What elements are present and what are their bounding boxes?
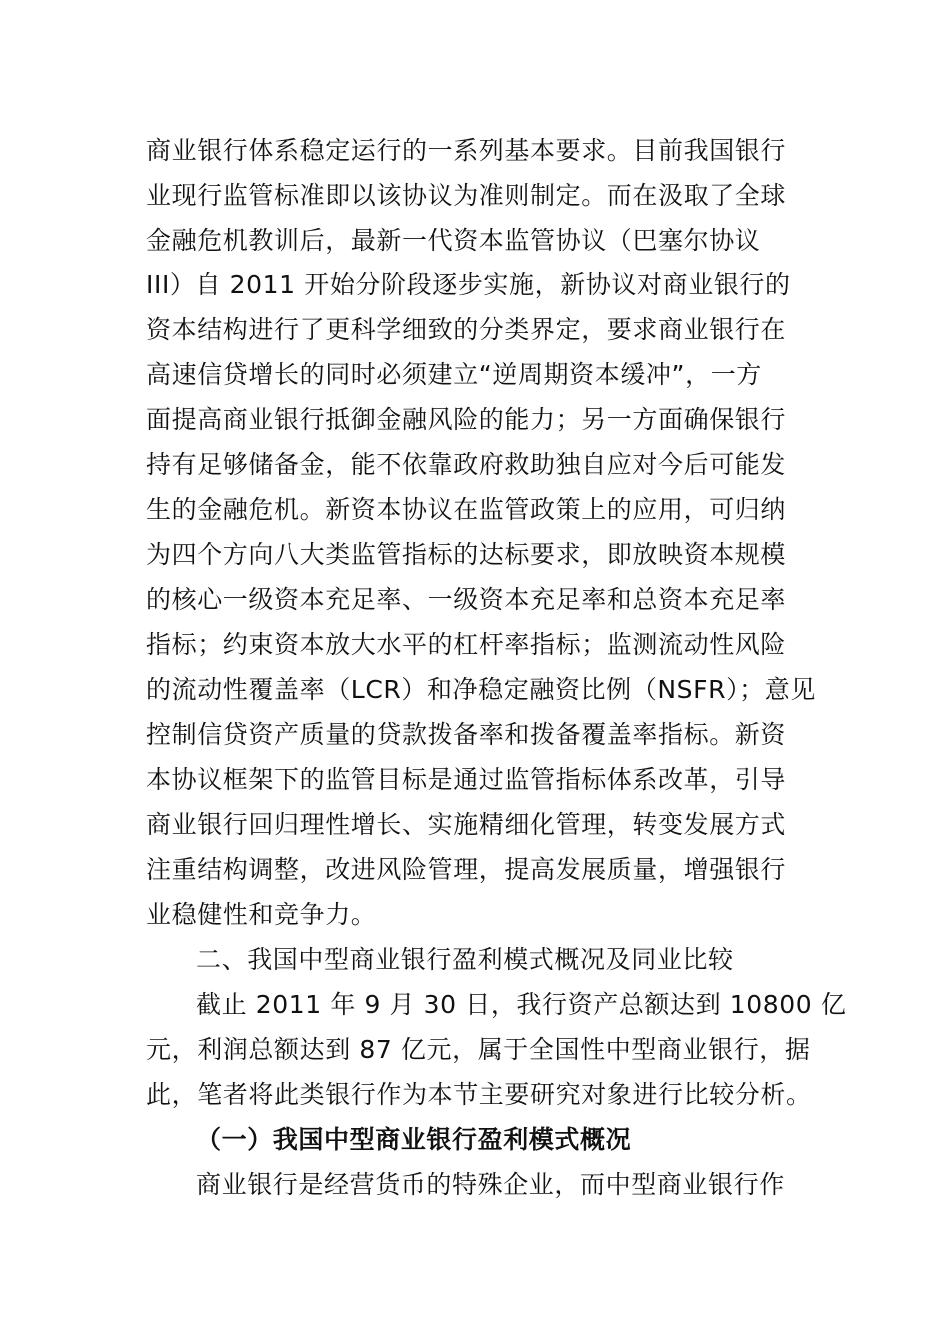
body-text-line: 元，利润总额达到 87 亿元，属于全国性中型商业银行，据: [146, 1035, 811, 1064]
section-heading: 二、我国中型商业银行盈利模式概况及同业比较: [196, 945, 734, 974]
body-text-line: 的流动性覆盖率（LCR）和净稳定融资比例（NSFR）；意见: [146, 675, 816, 704]
body-text-line: 高速信贷增长的同时必须建立“逆周期资本缓冲”，一方: [146, 360, 762, 389]
body-text-line: 商业银行体系稳定运行的一系列基本要求。目前我国银行: [146, 136, 787, 165]
body-text-line: 控制信贷资产质量的贷款拨备率和拨备覆盖率指标。新资: [146, 720, 787, 749]
body-text-line: 为四个方向八大类监管指标的达标要求，即放映资本规模: [146, 540, 787, 569]
body-text-line: 注重结构调整，改进风险管理，提高发展质量，增强银行: [146, 855, 787, 884]
body-text-line: 业现行监管标准即以该协议为准则制定。而在汲取了全球: [146, 181, 787, 210]
body-text-line: 本协议框架下的监管目标是通过监管指标体系改革，引导: [146, 765, 787, 794]
body-text-line: 资本结构进行了更科学细致的分类界定，要求商业银行在: [146, 315, 787, 344]
body-text-line: 截止 2011 年 9 月 30 日，我行资产总额达到 10800 亿: [196, 990, 847, 1019]
body-text-line: 生的金融危机。新资本协议在监管政策上的应用，可归纳: [146, 495, 787, 524]
body-text-line: 商业银行是经营货币的特殊企业，而中型商业银行作: [196, 1170, 785, 1199]
body-text-line: 持有足够储备金，能不依靠政府救助独自应对今后可能发: [146, 450, 787, 479]
body-text-line: 商业银行回归理性增长、实施精细化管理，转变发展方式: [146, 810, 787, 839]
body-text-line: 此，笔者将此类银行作为本节主要研究对象进行比较分析。: [146, 1080, 812, 1109]
body-text-line: 业稳健性和竞争力。: [146, 900, 377, 929]
body-text-line: 的核心一级资本充足率、一级资本充足率和总资本充足率: [146, 585, 787, 614]
body-text-line: 面提高商业银行抵御金融风险的能力；另一方面确保银行: [146, 405, 787, 434]
body-text-line: 金融危机教训后，最新一代资本监管协议（巴塞尔协议: [146, 226, 761, 255]
body-text-line: III）自 2011 开始分阶段逐步实施，新协议对商业银行的: [146, 270, 791, 299]
body-text-line: 指标；约束资本放大水平的杠杆率指标；监测流动性风险: [146, 630, 787, 659]
subsection-heading: （一）我国中型商业银行盈利模式概况: [196, 1125, 632, 1154]
